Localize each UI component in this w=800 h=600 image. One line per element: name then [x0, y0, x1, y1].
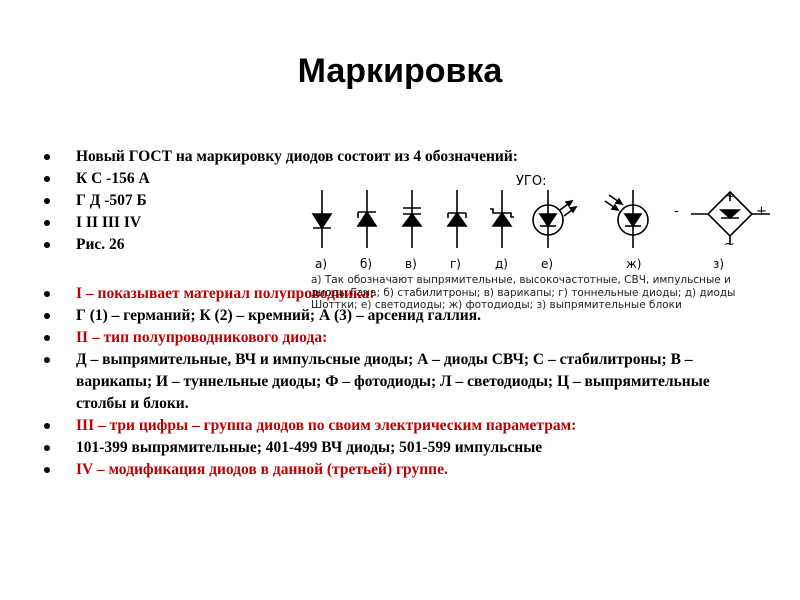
label-zh: ж) — [626, 257, 642, 271]
bullet-diode-types: Д – выпрямительные, ВЧ и импульсные диоды; А – диоды СВЧ; С – стабилитроны; В – варикапы; И – туннельные диоды; Ф – фотодиоды; Л – светодиоды; Ц – выпрямительные столбы и блоки. — [40, 349, 755, 415]
figure-heading: УГО: — [516, 174, 547, 189]
bullet-example-1: К С -156 А — [40, 168, 755, 190]
label-e: е) — [541, 257, 554, 271]
slide-title: Маркировка — [297, 52, 503, 90]
label-a: а) — [315, 257, 328, 271]
bullet-parameter-groups: 101-399 выпрямительные; 401-499 ВЧ диоды; 501-599 импульсные — [40, 437, 755, 459]
bullet-section-4: IV – модификация диодов в данной (третьей) группе. — [40, 459, 755, 481]
figure-caption: а) Так обозначают выпрямительные, высокочастотные, СВЧ, импульсные и диоды Гана; б) стабилитроны; в) варикапы; г) тоннельные диоды; д) диоды Шоттки; е) светодиоды; ж) фотодиоды; з) выпрямительные блоки — [311, 274, 736, 311]
bridge-plus-label: + — [756, 204, 767, 219]
zener-diode-symbol — [358, 190, 376, 248]
bullet-example-2: Г Д -507 Б — [40, 190, 755, 212]
bullet-gost-intro: Новый ГОСТ на маркировку диодов состоит из 4 обозначений: — [40, 146, 755, 168]
bridge-ac-bottom-label: ~ — [724, 237, 735, 252]
bullet-section-2: II – тип полупроводникового диода: — [40, 327, 755, 349]
label-z: з) — [713, 257, 725, 271]
bridge-minus-label: - — [674, 204, 679, 219]
diode-rectifier-symbol — [313, 190, 331, 248]
label-g: г) — [450, 257, 461, 271]
bridge-rectifier-symbol — [674, 189, 770, 252]
bullet-materials: Г (1) – германий; К (2) – кремний; А (3) – арсенид галлия. — [40, 305, 755, 327]
tunnel-diode-symbol — [448, 190, 466, 248]
bullet-figure-ref: Рис. 26 — [40, 234, 755, 256]
photodiode-symbol — [605, 190, 648, 248]
bullet-section-1: I – показывает материал полупроводника: — [40, 283, 755, 305]
label-d: д) — [495, 257, 508, 271]
label-b: б) — [360, 257, 373, 271]
led-symbol — [533, 190, 576, 248]
bridge-ac-top-label: ~ — [724, 189, 735, 204]
diode-symbols-figure — [300, 170, 780, 345]
bullet-section-3: III – три цифры – группа диодов по своим электрическим параметрам: — [40, 415, 755, 437]
schottky-diode-symbol — [490, 190, 514, 248]
label-v: в) — [405, 257, 417, 271]
bullet-roman-numerals: I II III IV — [40, 212, 755, 234]
varicap-symbol — [403, 190, 421, 248]
